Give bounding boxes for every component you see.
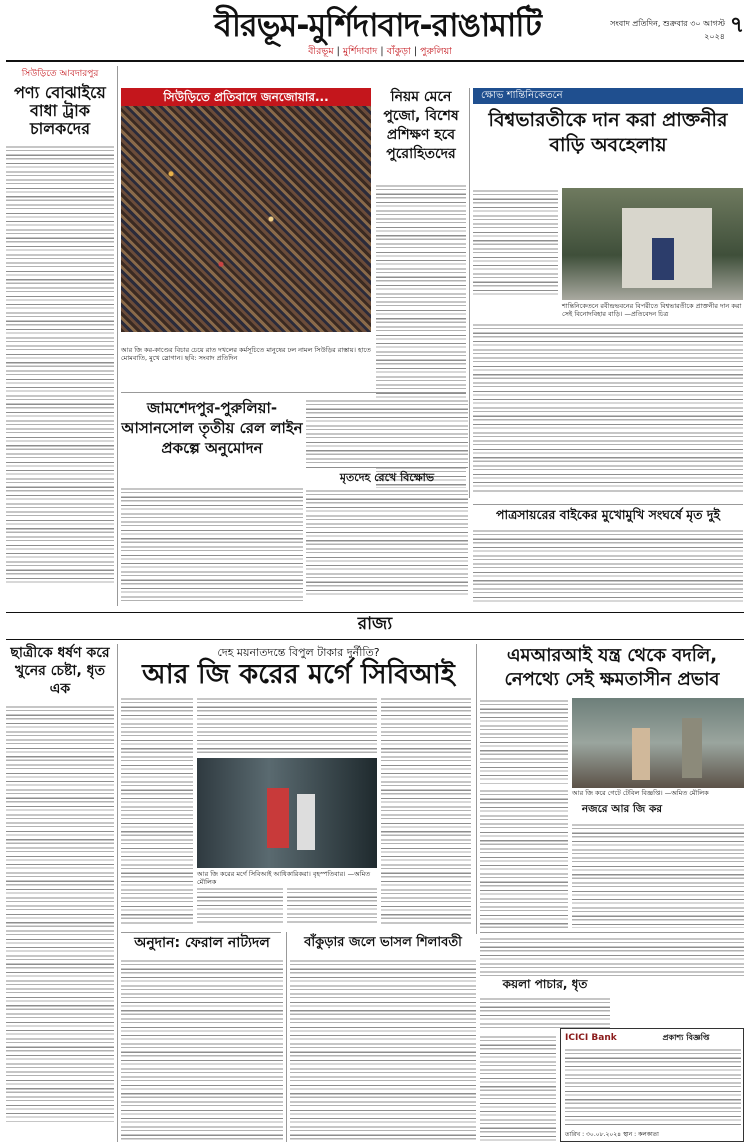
cbi-photo-person-2: [297, 794, 315, 850]
story-cbi-body-2: [197, 696, 377, 756]
story-rape-body: [6, 704, 114, 1122]
story-cbi-body-3: [197, 886, 283, 924]
story-mri-body-3: [572, 822, 744, 928]
crowd-photo: [121, 106, 371, 332]
divider: [476, 644, 477, 934]
story-visva-body-2: [473, 322, 743, 494]
masthead-title: বীরভূম-মুর্শিদাবাদ-রাঙামাটি: [214, 6, 541, 44]
story-siliguri-headline: পণ্য বোঝাইয়ে বাধা ট্রাক চালকদের: [14, 83, 106, 138]
story-donation-body: [121, 958, 283, 1142]
story-puja-head: [376, 88, 466, 180]
icici-ad-footer: তারিখ : ৩০.০৮.২০২৪ স্থান : কলকাতা: [565, 1131, 659, 1138]
story-shilabati-body: [290, 958, 476, 1142]
story-rail-body: [121, 486, 303, 604]
icici-ad-body: [565, 1047, 741, 1125]
divider: [469, 88, 470, 498]
story-mri-body-2: [480, 788, 568, 928]
mri-photo: [572, 698, 744, 788]
story-rape-headline: ছাত্রীকে ধর্ষণ করে খুনের চেষ্টা, ধৃত এক: [10, 645, 110, 697]
story-mri-subhead: নজরে আর জি কর: [581, 803, 663, 815]
story-mri-headline: এমআরআই যন্ত্র থেকে বদলি, নেপথ্যে সেই ক্ষমতাসীন প্রভাব: [504, 645, 720, 690]
masthead-districts: বীরভূম | মুর্শিদাবাদ | বাঁকুড়া | পুরুলিয়া: [308, 46, 452, 57]
story-shilabati-headline: বাঁকুড়ার জলে ভাসল শিলাবতী: [304, 935, 462, 950]
section-rule-bottom: [6, 639, 744, 640]
story-rail-headline: জামশেদপুর-পুরুলিয়া-আসানসোল তৃতীয় রেল লাইন প্রকল্পে অনুমোদন: [121, 399, 303, 457]
divider: [473, 504, 743, 505]
icici-ad-header: প্রকাশ্য বিজ্ঞপ্তি: [662, 1033, 710, 1042]
story-visva-head: [473, 88, 743, 184]
story-siliguri-kicker: সিউড়িতে আবদারপুর: [21, 69, 99, 79]
story-visva-body-1: [473, 188, 558, 298]
story-protest-body: [306, 488, 468, 596]
story-puja-headline: নিয়ম মেনে পুজো, বিশেষ প্রশিক্ষণ হবে পুরোহিতদের: [383, 89, 459, 162]
mri-photo-person-2: [632, 728, 650, 780]
mri-photo-person: [682, 718, 702, 778]
divider: [117, 644, 118, 1142]
page-number: ৭: [729, 13, 745, 38]
cbi-photo: [197, 758, 377, 868]
story-mri-continuation: [480, 936, 744, 976]
district-3: বাঁকুড়া: [386, 46, 411, 57]
story-cbi-body-4: [287, 886, 377, 924]
story-cbi-headline: আর জি করের মর্গে সিবিআই: [142, 659, 455, 690]
story-protest-subhead: মৃতদেহ রেখে বিক্ষোভ: [339, 471, 435, 484]
district-1: বীরভূম: [308, 46, 334, 57]
story-mri-photo-caption: আর জি করে গেটে টেবিল বিজ্ঞপ্তি। —অমিত মৌলিক: [572, 789, 709, 797]
story-rail-head: [121, 398, 303, 480]
cbi-photo-person: [267, 788, 289, 848]
story-protest: [306, 398, 468, 598]
story-coal-headline: কয়লা পাচার, ধৃত: [502, 977, 588, 991]
district-2: মুর্শিদাবাদ: [342, 46, 378, 57]
story-visva-headline: বিশ্বভারতীকে দান করা প্রাক্তনীর বাড়ি অবহেলায়: [488, 109, 728, 156]
story-protest-body-1: [306, 398, 468, 468]
divider: [121, 392, 466, 393]
divider: [121, 932, 281, 933]
story-bike-body: [473, 528, 743, 604]
main-photo-caption: আর জি কর-কাণ্ডের বিচার চেয়ে রাত দখলের কর্মসূচিতে মানুষের ঢল নামল সিউড়ির রাস্তায়। হাতে মোমবাতি, মুখে স্লোগান। ছবি: সংবাদ প্রতিদিন: [121, 346, 371, 362]
main-photo-block: [121, 88, 371, 344]
house-door: [652, 238, 674, 280]
story-rape: [6, 644, 114, 1142]
house-photo: [562, 188, 743, 300]
story-cbi-photo-caption: আর জি করের মর্গে সিবিআই আধিকারিকরা। বৃহস্পতিবার। —অমিত মৌলিক: [197, 870, 371, 886]
story-cbi-kicker: দেহ ময়নাতদন্তে বিপুল টাকার দুর্নীতি?: [217, 646, 380, 659]
story-cbi-body-5: [381, 696, 471, 924]
story-visva-photo-caption: শান্তিনিকেতনে রবীন্দ্রভবনের বিপরীতে বিশ্বভারতীকে প্রাক্তনীর দান করা সেই বিনোদবিহার বাড়ি। —প্রতিবেদন চিত্র: [562, 302, 742, 318]
story-coal-body: [480, 996, 610, 1030]
story-bike-headline: পাত্রসায়রের বাইকের মুখোমুখি সংঘর্ষে মৃত দুই: [496, 507, 720, 522]
masthead-date: সংবাদ প্রতিদিন, শুক্রবার ৩০ আগস্ট ২০২৪: [610, 19, 725, 41]
section-rule-top: [6, 612, 744, 613]
story-siliguri-body: [6, 144, 114, 584]
story-siliguri: [6, 66, 114, 606]
story-coal-body-2: [480, 1034, 556, 1142]
divider: [480, 932, 744, 933]
divider: [117, 66, 118, 606]
section-title-rajya: রাজ্য: [357, 614, 393, 634]
story-visva-band: ক্ষোভ শান্তিনিকেতনে: [473, 88, 743, 104]
story-donation-headline: অনুদান: ফেরাল নাট্যদল: [134, 935, 270, 951]
icici-ad-brand: ICICI Bank: [565, 1033, 617, 1043]
story-mri-body-1: [480, 698, 568, 784]
icici-ad: [560, 1028, 744, 1142]
masthead-rule: [6, 60, 744, 62]
story-cbi-body-1: [121, 696, 193, 924]
district-4: পুরুলিয়া: [420, 46, 452, 57]
divider: [286, 932, 287, 1142]
main-photo-band: সিউড়িতে প্রতিবাদে জনজোয়ার...: [121, 88, 371, 106]
